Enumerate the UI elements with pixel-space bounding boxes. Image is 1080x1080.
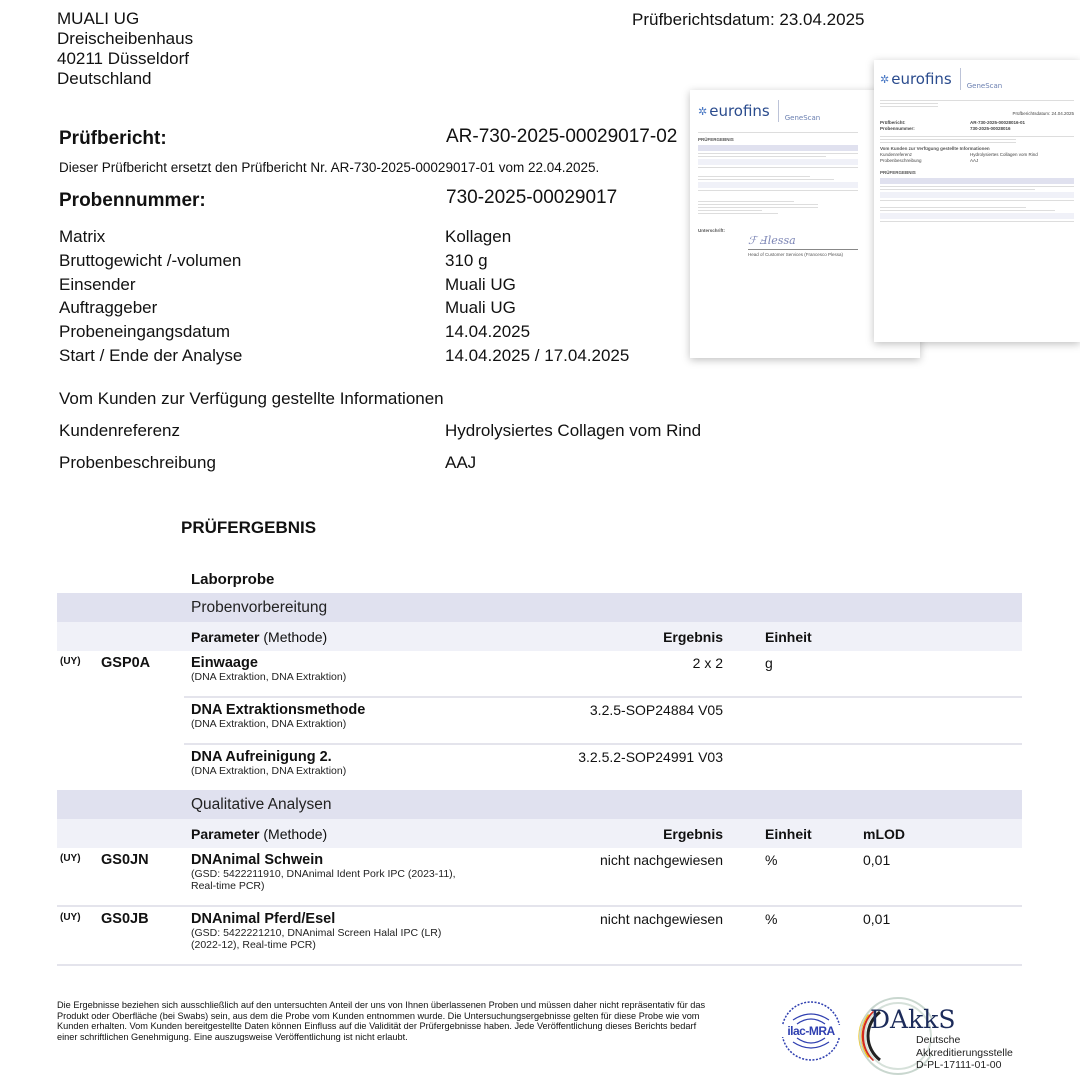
field-value: Muali UG	[445, 298, 516, 318]
dakks-id: D-PL-17111-01-00	[916, 1059, 1002, 1071]
row-parameter	[191, 655, 577, 683]
param-name: DNAnimal Schwein	[191, 852, 324, 868]
row-parameter	[191, 702, 577, 730]
recipient-address	[57, 9, 193, 89]
thumb-line	[880, 103, 938, 104]
row-parameter	[191, 911, 577, 951]
row-parameter	[191, 852, 577, 892]
signature-icon: ℱ Ⅎlessa	[748, 234, 796, 247]
row-mlod: 0,01	[863, 852, 891, 868]
thumb-desc-label: Probenbeschreibung	[880, 158, 922, 163]
thumb-signature-label: Unterschrift:	[698, 228, 726, 233]
section-title: Probenvorbereitung	[57, 593, 1022, 622]
thumb-line	[698, 190, 858, 191]
row-parameter	[191, 749, 577, 777]
field-label: Probeneingangsdatum	[59, 322, 231, 342]
thumb-line	[880, 136, 1074, 137]
customer-row	[59, 453, 701, 485]
results-table	[57, 566, 1022, 966]
sub-brand: GeneScan	[960, 68, 1003, 90]
thumb-divider	[698, 132, 858, 133]
header-mlod: mLOD	[863, 825, 905, 842]
header-param-rest: (Methode)	[259, 628, 328, 645]
param-method: (DNA Extraktion, DNA Extraktion)	[191, 718, 347, 730]
lab-sample-label: Laborprobe	[191, 571, 275, 588]
thumb-line	[880, 106, 938, 107]
thumb-title: PRÜFERGEBNIS	[880, 170, 916, 175]
brand-name: eurofins	[891, 70, 952, 88]
sub-brand: GeneScan	[778, 100, 821, 122]
customer-info	[59, 421, 701, 485]
param-method: (DNA Extraktion, DNA Extraktion)	[191, 671, 347, 683]
header-result: Ergebnis	[663, 628, 723, 645]
recipient-line4: Deutschland	[57, 69, 152, 88]
row-divider	[57, 964, 1022, 966]
row-unit: %	[765, 852, 778, 868]
thumb-line	[880, 207, 1026, 208]
customer-value: Hydrolysiertes Collagen vom Rind	[445, 421, 702, 440]
table-header	[57, 622, 1022, 651]
dakks-line2: Akkreditierungsstelle	[916, 1046, 1013, 1059]
row-result: nicht nachgewiesen	[600, 911, 723, 927]
param-method: (GSD: 5422211910, DNAnimal Ident Pork IPC (2023-11), Real-time PCR)	[191, 868, 456, 892]
field-label: Start / Ende der Analyse	[59, 345, 243, 365]
thumb-sign-line	[748, 249, 858, 250]
customer-value: AAJ	[445, 453, 477, 472]
thumb-line	[698, 167, 858, 168]
report-label: Prüfbericht:	[59, 128, 167, 149]
eurofins-mark-icon: ✲	[880, 72, 890, 86]
header-unit: Einheit	[765, 825, 812, 842]
param-method: (DNA Extraktion, DNA Extraktion)	[191, 765, 347, 777]
thumb-line	[698, 207, 818, 208]
dakks-text-block	[870, 1006, 1080, 1072]
field-label: Auftraggeber	[59, 298, 158, 318]
thumb-line	[698, 201, 794, 202]
table-row	[57, 745, 1022, 790]
report-thumbnail-2[interactable]	[874, 60, 1080, 342]
header-param-bold: Parameter	[191, 825, 260, 842]
param-name: DNA Extraktionsmethode	[191, 702, 366, 718]
header-parameter	[57, 826, 577, 842]
row-flag: (UY)	[60, 912, 81, 923]
thumb-date-row	[880, 111, 1074, 117]
dakks-subtitle	[916, 1034, 1080, 1072]
row-code: GS0JB	[101, 911, 149, 927]
field-row	[59, 320, 629, 344]
dakks-name: DAkkS	[870, 1005, 956, 1034]
sample-label: Probennummer:	[59, 190, 206, 211]
thumb-line	[698, 153, 858, 154]
header-result: Ergebnis	[663, 825, 723, 842]
field-value: Muali UG	[445, 274, 516, 294]
report-date: Prüfberichtsdatum: 23.04.2025	[632, 10, 865, 29]
thumb-line	[698, 210, 762, 211]
header-param-bold: Parameter	[191, 628, 260, 645]
customer-label: Probenbeschreibung	[59, 453, 216, 472]
row-result: 3.2.5-SOP24884 V05	[589, 702, 723, 718]
thumb-band	[880, 178, 1074, 184]
thumb-band	[698, 182, 858, 188]
eurofins-logo	[880, 68, 1074, 90]
header-unit: Einheit	[765, 628, 812, 645]
recipient-line3: 40211 Düsseldorf	[57, 49, 189, 68]
table-row	[57, 651, 1022, 696]
thumb-line	[880, 210, 1055, 211]
row-result: 3.2.5.2-SOP24991 V03	[578, 749, 723, 765]
field-value: Kollagen	[445, 227, 512, 246]
field-row	[59, 273, 629, 297]
thumb-ref-label: Kundenreferenz	[880, 152, 913, 157]
thumb-signer: Head of Customer Services (Francesco Plessa)	[748, 252, 844, 257]
field-row	[59, 249, 629, 273]
thumb-band	[698, 159, 858, 165]
replaces-note: Dieser Prüfbericht ersetzt den Prüfbericht Nr. AR-730-2025-00029017-01 vom 22.04.2025.	[59, 160, 600, 175]
field-value: 14.04.2025 / 17.04.2025	[445, 345, 630, 365]
thumb-line	[880, 100, 1074, 101]
row-mlod: 0,01	[863, 911, 891, 927]
thumb-sample-row	[880, 126, 1074, 132]
thumb-desc-value: AAJ	[970, 158, 979, 163]
thumb-line	[698, 176, 810, 177]
sample-number: 730-2025-00029017	[446, 187, 618, 208]
thumb-customer-title: Vom Kunden zur Verfügung gestellte Informationen	[880, 146, 990, 151]
header-parameter	[57, 629, 577, 645]
thumb-line	[880, 186, 1074, 187]
customer-label: Kundenreferenz	[59, 421, 180, 440]
eurofins-mark-icon: ✲	[698, 104, 708, 118]
param-name: Einwaage	[191, 655, 258, 671]
report-number: AR-730-2025-00029017-02	[446, 126, 678, 147]
row-result: nicht nachgewiesen	[600, 852, 723, 868]
thumb-desc-row	[880, 158, 1074, 164]
thumb-line	[698, 156, 826, 157]
recipient-line2: Dreischeibenhaus	[57, 29, 194, 48]
ilac-text: ilac-MRA	[787, 1024, 835, 1038]
field-row	[59, 296, 629, 320]
param-method: (GSD: 5422221210, DNAnimal Screen Halal IPC (LR) (2022-12), Real-time PCR)	[191, 927, 442, 951]
field-value: 310 g	[445, 250, 488, 270]
thumb-report-label: Prüfbericht:	[880, 120, 906, 125]
row-flag: (UY)	[60, 853, 81, 864]
row-flag	[57, 702, 101, 703]
table-row	[57, 698, 1022, 743]
header-param-rest: (Methode)	[259, 825, 328, 842]
row-flag	[57, 749, 101, 750]
results-title: PRÜFERGEBNIS	[181, 518, 317, 537]
field-value: 14.04.2025	[445, 322, 531, 342]
field-label: Matrix	[59, 227, 106, 246]
thumb-date: Prüfberichtsdatum: 24.04.2025	[1012, 111, 1074, 116]
row-unit: g	[765, 655, 773, 671]
thumb-line	[880, 221, 1074, 222]
thumb-line	[698, 204, 818, 205]
thumb-ref-value: Hydrolysiertes Collagen vom Rind	[970, 152, 1038, 157]
thumb-line	[880, 189, 1035, 190]
customer-info-title: Vom Kunden zur Verfügung gestellte Informationen	[59, 389, 444, 408]
thumb-line	[698, 179, 834, 180]
dakks-line1: Deutsche	[916, 1034, 961, 1046]
thumb-line	[880, 142, 1016, 143]
thumb-line	[880, 139, 1016, 140]
field-label: Bruttogewicht /-volumen	[59, 250, 242, 270]
thumb-band	[698, 145, 858, 151]
row-unit: %	[765, 911, 778, 927]
eurofins-logo	[698, 100, 858, 122]
field-row	[59, 225, 629, 249]
thumb-line	[880, 200, 1074, 201]
table-header	[57, 819, 1022, 848]
thumb-report-number: AR-730-2025-00028016-01	[970, 120, 1026, 125]
thumb-sample-number: 730-2025-00028016	[970, 126, 1011, 131]
ilac-mra-logo	[779, 1000, 843, 1062]
table-row	[57, 848, 1022, 905]
field-row	[59, 344, 629, 368]
row-code: GS0JN	[101, 852, 149, 868]
row-flag: (UY)	[60, 656, 81, 667]
thumb-line	[698, 213, 778, 214]
table-row	[57, 907, 1022, 964]
brand-name: eurofins	[709, 102, 770, 120]
sample-fields	[59, 225, 629, 368]
thumb-band	[880, 192, 1074, 198]
row-result: 2 x 2	[692, 655, 723, 671]
section-title: Qualitative Analysen	[57, 790, 1022, 819]
param-name: DNAnimal Pferd/Esel	[191, 911, 336, 927]
thumb-title: PRÜFERGEBNIS	[698, 137, 734, 142]
footer-disclaimer: Die Ergebnisse beziehen sich ausschließlich auf den untersuchten Anteil der uns von Ihnen überlassenen Proben und müssen daher nicht repräsentativ für das Produkt oder Oberfläche (bei Swabs) sein, aus dem die Probe vom Kunden entnommen wurde. Die Untersuchungsergebnisse gelten für diese Probe wie vom Kunden erhalten. Vom Kunden bereitgestellte Daten können Einfluss auf die Validität der Prüfergebnisse haben. Jede Veröffentlichung dieses Berichts bedarf einer schriftlichen Genehmigung. Eine auszugsweise Veröffentlichung ist nicht erlaubt.	[57, 1000, 706, 1042]
row-code: GSP0A	[101, 655, 151, 671]
thumb-sample-label: Probennummer:	[880, 126, 915, 131]
thumb-band	[880, 213, 1074, 219]
param-name: DNA Aufreinigung 2.	[191, 749, 332, 765]
field-label: Einsender	[59, 274, 136, 294]
recipient-name: MUALI UG	[57, 9, 140, 28]
customer-row	[59, 421, 701, 453]
